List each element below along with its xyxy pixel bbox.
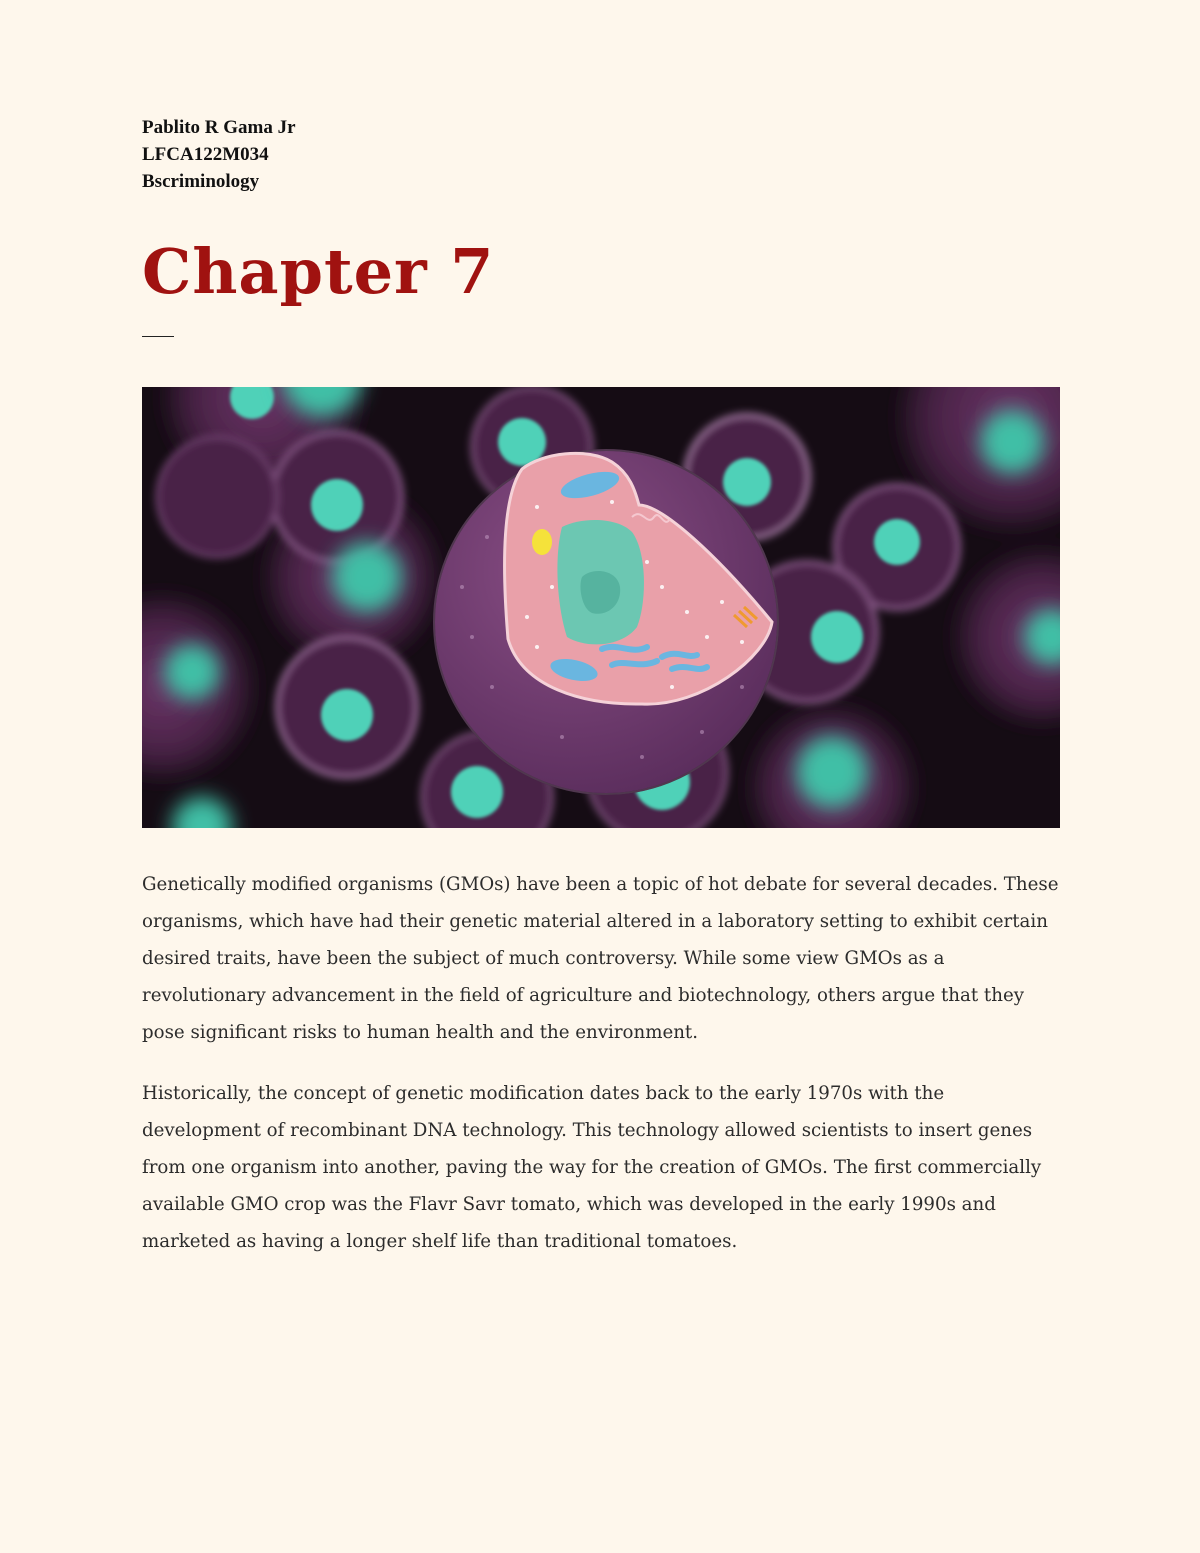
author-name: Pablito R Gama Jr xyxy=(142,117,296,138)
paragraph: Genetically modified organisms (GMOs) have been a topic of hot debate for several decades. These organisms, which have had their genetic material altered in a laboratory setting to exhibit certain desired traits, have been the subject of much controversy. While some view GMOs as a revolutionary advancement in the field of agriculture and biotechnology, others argue that they pose significant risks to human health and the environment. xyxy=(142,874,1059,1043)
title-divider xyxy=(142,336,174,337)
program-name: Bscriminology xyxy=(142,171,260,192)
paragraph: Historically, the concept of genetic modification dates back to the early 1970s with the development of recombinant DNA technology. This technology allowed scientists to insert genes from one organism into another, paving the way for the creation of GMOs. The first commercially available GMO crop was the Flavr Savr tomato, which was developed in the early 1990s and marketed as having a longer shelf life than traditional tomatoes. xyxy=(142,1083,1042,1252)
body-text xyxy=(142,866,1062,1284)
author-block xyxy=(142,114,296,195)
student-id: LFCA122M034 xyxy=(142,144,269,165)
cell-cross-section-icon xyxy=(142,387,1060,828)
chapter-title: Chapter 7 xyxy=(142,235,495,308)
